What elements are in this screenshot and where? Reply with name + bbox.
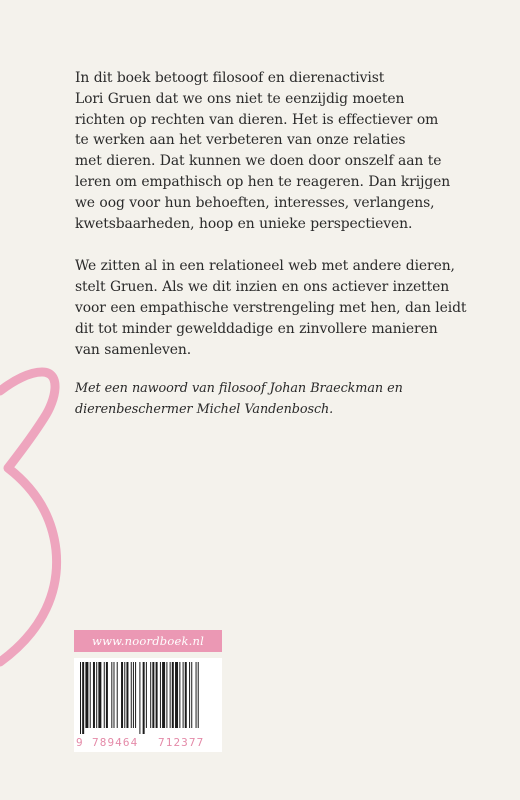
text-line: Met een nawoord van filosoof Johan Braeckman en	[75, 381, 403, 397]
barcode-bar	[150, 662, 151, 728]
barcode-bar	[196, 662, 197, 728]
text-line: leren om empathisch op hen te reageren. Dan krijgen	[75, 173, 451, 190]
barcode-bar	[139, 662, 140, 734]
barcode-bar	[117, 662, 118, 728]
barcode-bar	[121, 662, 123, 728]
barcode-bar	[160, 662, 161, 728]
barcode-bar	[80, 662, 81, 734]
text-line: met dieren. Dat kunnen we doen door onszelf aan te	[75, 153, 442, 170]
barcode-bar	[152, 662, 154, 728]
text-line: dierenbeschermer Michel Vandenbosch.	[75, 402, 334, 418]
barcode-bar	[96, 662, 97, 728]
description-paragraph-1	[75, 68, 451, 234]
barcode-bar	[124, 662, 125, 728]
text-line: we oog voor hun behoeften, interesses, verlangens,	[75, 194, 435, 211]
barcode-bar	[162, 662, 165, 728]
barcode-bar	[111, 662, 112, 728]
text-line: We zitten al in een relationeel web met andere dieren,	[75, 258, 455, 275]
barcode-bar	[131, 662, 132, 728]
barcode-bars	[74, 658, 222, 734]
barcode-bar	[98, 662, 101, 728]
description-text	[75, 68, 467, 421]
barcode-bar	[179, 662, 180, 728]
barcode-bar	[93, 662, 95, 728]
barcode-bar	[113, 662, 114, 728]
barcode-bar	[175, 662, 178, 728]
barcode-bar	[82, 662, 84, 734]
barcode-bar	[166, 662, 167, 728]
barcode-bar	[189, 662, 190, 728]
barcode-bar	[170, 662, 171, 728]
isbn-barcode	[74, 658, 222, 752]
barcode-bar	[198, 662, 199, 728]
isbn-first-digit: 9	[76, 736, 84, 749]
barcode-bar	[156, 662, 158, 728]
isbn-right-group: 712377	[158, 736, 205, 749]
text-line: Lori Gruen dat we ons niet te eenzijdig moeten	[75, 90, 405, 107]
text-line: dit tot minder gewelddadige en zinvollere manieren	[75, 320, 438, 337]
barcode-bar	[191, 662, 192, 728]
barcode-bar	[135, 662, 136, 728]
afterword-credit	[75, 379, 435, 421]
text-line: stelt Gruen. Als we dit inzien en ons actiever inzetten	[75, 279, 450, 296]
text-line: te werken aan het verbeteren van onze relaties	[75, 132, 406, 149]
isbn-number	[74, 734, 222, 752]
text-line: richten op rechten van dieren. Het is effectiever om	[75, 111, 439, 128]
barcode-bar	[172, 662, 174, 728]
text-line: kwetsbaarheden, hoop en unieke perspectieven.	[75, 215, 413, 232]
text-line: voor een empathische verstrengeling met hen, dan leidt	[75, 299, 467, 316]
barcode-bar	[133, 662, 134, 728]
barcode-bar	[183, 662, 184, 728]
barcode-bar	[185, 662, 187, 728]
text-line: In dit boek betoogt filosoof en dierenactivist	[75, 70, 385, 86]
barcode-bar	[104, 662, 105, 728]
barcode-bar	[90, 662, 91, 728]
barcode-bar	[126, 662, 128, 728]
barcode-bar	[143, 662, 145, 734]
isbn-left-group: 789464	[92, 736, 139, 749]
barcode-bar	[146, 662, 147, 728]
publisher-website-link[interactable]: www.noordboek.nl	[74, 630, 222, 652]
text-line: van samenleven.	[75, 341, 192, 358]
description-paragraph-2	[75, 256, 467, 360]
barcode-bar	[85, 662, 88, 728]
barcode-bar	[106, 662, 108, 728]
